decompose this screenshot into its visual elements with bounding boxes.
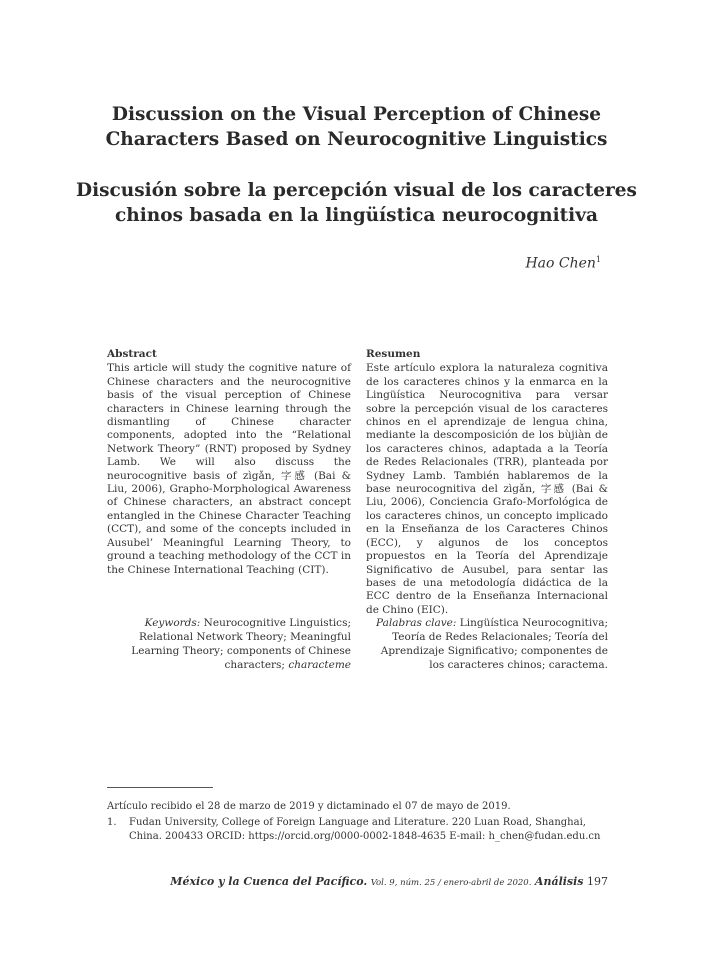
keywords-english xyxy=(107,616,351,672)
title-english-line1: Discussion on the Visual Perception of Chinese xyxy=(111,104,602,125)
resumen-text: Este artículo explora la naturaleza cognitiva de los caracteres chinos y la enmarca en la Lingüística Neurocognitiva para versar sobre la percepción visual de los caracteres chinos en el aprendizaje de lengua china, mediante la descomposición de los bùjiàn de los caracteres chinos, adaptada a la Teoría de Redes Relacionales (TRR), planteada por Sydney Lamb. También hablaremos de la base neurocognitiva del zìgǎn, 字感 (Bai & Liu, 2006), Conciencia Grafo-Morfológica de los caracteres chinos, un concepto implicado en la Enseñanza de los Caracteres Chinos (ECC), y algunos de los conceptos propuestos en la Teoría del Aprendizaje Significativo de Ausubel, para sentar las bases de una metodología didáctica de la ECC dentro de la Enseñanza Internacional de Chino (EIC). xyxy=(366,362,608,616)
author-name: Hao Chen xyxy=(525,255,596,272)
abstract-section xyxy=(107,348,351,577)
title-spanish-line1: Discusión sobre la percepción visual de los caracteres xyxy=(76,180,637,201)
title-english xyxy=(0,102,713,152)
resumen-section xyxy=(366,348,608,617)
keywords-last: characteme xyxy=(288,659,351,671)
page-footer xyxy=(170,875,608,888)
footnote-text: Fudan University, College of Foreign Language and Literature. 220 Luan Road, Shanghai, China. 200433 ORCID: https://orcid.org/0000-0002-1848-4635 E-mail: h_chen@fudan.edu.cn xyxy=(129,817,601,842)
footnotes xyxy=(107,800,607,844)
keywords-list: Neurocognitive Linguistics; Relational Network Theory; Meaningful Learning Theory; components of Chinese characters; xyxy=(131,617,351,671)
journal-issue: Vol. 9, núm. 25 / enero-abril de 2020. xyxy=(370,878,532,888)
palabras-clave-label: Palabras clave: xyxy=(376,617,457,629)
title-spanish-line2: chinos basada en la lingüística neurocognitiva xyxy=(115,205,598,226)
author-footnote-mark: 1 xyxy=(595,255,601,264)
footnote-1 xyxy=(107,816,607,844)
page-number: 197 xyxy=(587,875,608,888)
received-note: Artículo recibido el 28 de marzo de 2019 y dictaminado el 07 de mayo de 2019. xyxy=(107,801,511,812)
keywords-label: Keywords: xyxy=(144,617,201,629)
journal-name: México y la Cuenca del Pacífico. xyxy=(170,875,368,888)
section-name: Análisis xyxy=(534,875,584,888)
footnote-divider xyxy=(107,787,213,788)
footnote-number: 1. xyxy=(107,817,117,828)
abstract-heading: Abstract xyxy=(107,348,157,360)
abstract-text: This article will study the cognitive nature of Chinese characters and the neurocognitive basis of the visual perception of Chinese characters in Chinese learning through the dismantling of Chinese character components, adopted into the “Relational Network Theory” (RNT) proposed by Sydney Lamb. We will also discuss the neurocognitive basis of zìgǎn, 字感 (Bai & Liu, 2006), Grapho-Morphological Awareness of Chinese characters, an abstract concept entangled in the Chinese Character Teaching (CCT), and some of the concepts included in Ausubel’ Meaningful Learning Theory, to ground a teaching methodology of the CCT in the Chinese International Teaching (CIT). xyxy=(107,362,351,576)
author xyxy=(525,255,601,272)
title-english-line2: Characters Based on Neurocognitive Linguistics xyxy=(105,129,608,150)
palabras-clave-list: Lingüística Neurocognitiva; Teoría de Redes Relacionales; Teoría del Aprendizaje Significativo; componentes de los caracteres chinos; caractema. xyxy=(380,617,608,671)
resumen-heading: Resumen xyxy=(366,348,421,360)
keywords-spanish xyxy=(366,616,608,672)
title-spanish xyxy=(0,178,713,228)
